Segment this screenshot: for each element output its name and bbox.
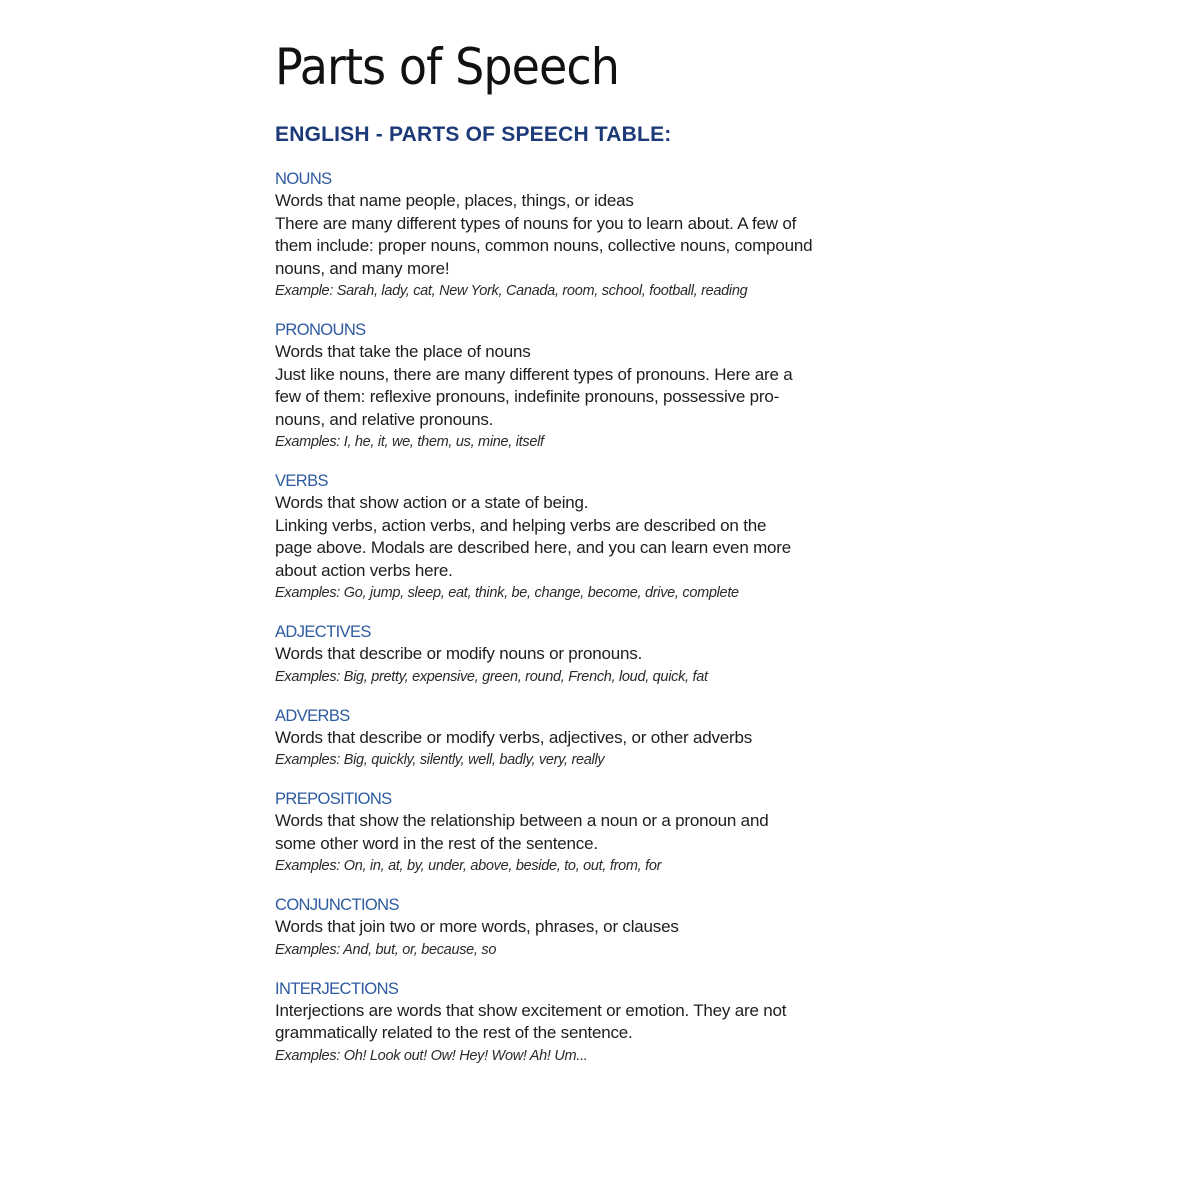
section-prepositions [275,788,855,877]
section-text-line: grammatically related to the rest of the sentence. [275,1023,633,1042]
section-pronouns [275,319,855,453]
section-name: VERBS [275,472,328,490]
section-text-line: them include: proper nouns, common nouns, collective nouns, compound [275,236,813,255]
section-name: ADJECTIVES [275,623,371,641]
section-text-line: Words that take the place of nouns [275,342,531,361]
section-text-line: Words that name people, places, things, or ideas [275,191,634,210]
section-text-line: Words that join two or more words, phrases, or clauses [275,917,679,936]
section-example: Examples: Big, quickly, silently, well, badly, very, really [275,752,605,768]
section-name: PREPOSITIONS [275,790,392,808]
section-text-line: Words that show action or a state of being. [275,493,589,512]
section-text-line: nouns, and relative pronouns. [275,409,494,429]
section-text-line: some other word in the rest of the sentence. [275,833,598,853]
section-name: PRONOUNS [275,321,366,339]
document-page [275,30,855,1084]
section-text-line: Just like nouns, there are many different types of pronouns. Here are a [275,364,793,384]
section-adverbs [275,705,855,772]
section-text-line: Interjections are words that show excitement or emotion. They are not [275,1000,787,1020]
section-text-line: page above. Modals are described here, and you can learn even more [275,538,792,557]
section-example: Examples: Oh! Look out! Ow! Hey! Wow! Ah! Um... [275,1047,588,1064]
sections-list [275,168,855,1067]
section-adjectives [275,621,855,688]
section-nouns [275,168,855,302]
section-name: INTERJECTIONS [275,979,399,998]
section-example: Examples: On, in, at, by, under, above, beside, to, out, from, for [275,858,662,874]
section-example: Examples: Go, jump, sleep, eat, think, be, change, become, drive, complete [275,585,739,601]
section-example: Examples: I, he, it, we, them, us, mine, itself [275,434,544,450]
section-text-line: Words that show the relationship between a noun or a pronoun and [275,811,769,830]
page-title: Parts of Speech [275,38,620,96]
section-text-line: Words that describe or modify verbs, adjectives, or other adverbs [275,727,753,747]
section-name: ADVERBS [275,706,350,725]
section-text-line: nouns, and many more! [275,258,450,278]
section-text-line: about action verbs here. [275,560,453,580]
section-interjections [275,978,855,1067]
section-text-line: few of them: reflexive pronouns, indefinite pronouns, possessive pro- [275,387,780,406]
section-example: Examples: Big, pretty, expensive, green, round, French, loud, quick, fat [275,668,708,685]
section-verbs [275,470,855,604]
section-example: Examples: And, but, or, because, so [275,941,497,958]
section-conjunctions [275,894,855,961]
section-name: NOUNS [275,170,332,188]
section-text-line: Linking verbs, action verbs, and helping verbs are described on the [275,515,767,535]
section-name: CONJUNCTIONS [275,896,399,914]
section-text-line: There are many different types of nouns for you to learn about. A few of [275,213,797,233]
section-example: Example: Sarah, lady, cat, New York, Canada, room, school, football, reading [275,283,748,299]
table-heading: ENGLISH - PARTS OF SPEECH TABLE: [275,123,672,146]
section-text-line: Words that describe or modify nouns or pronouns. [275,644,643,663]
